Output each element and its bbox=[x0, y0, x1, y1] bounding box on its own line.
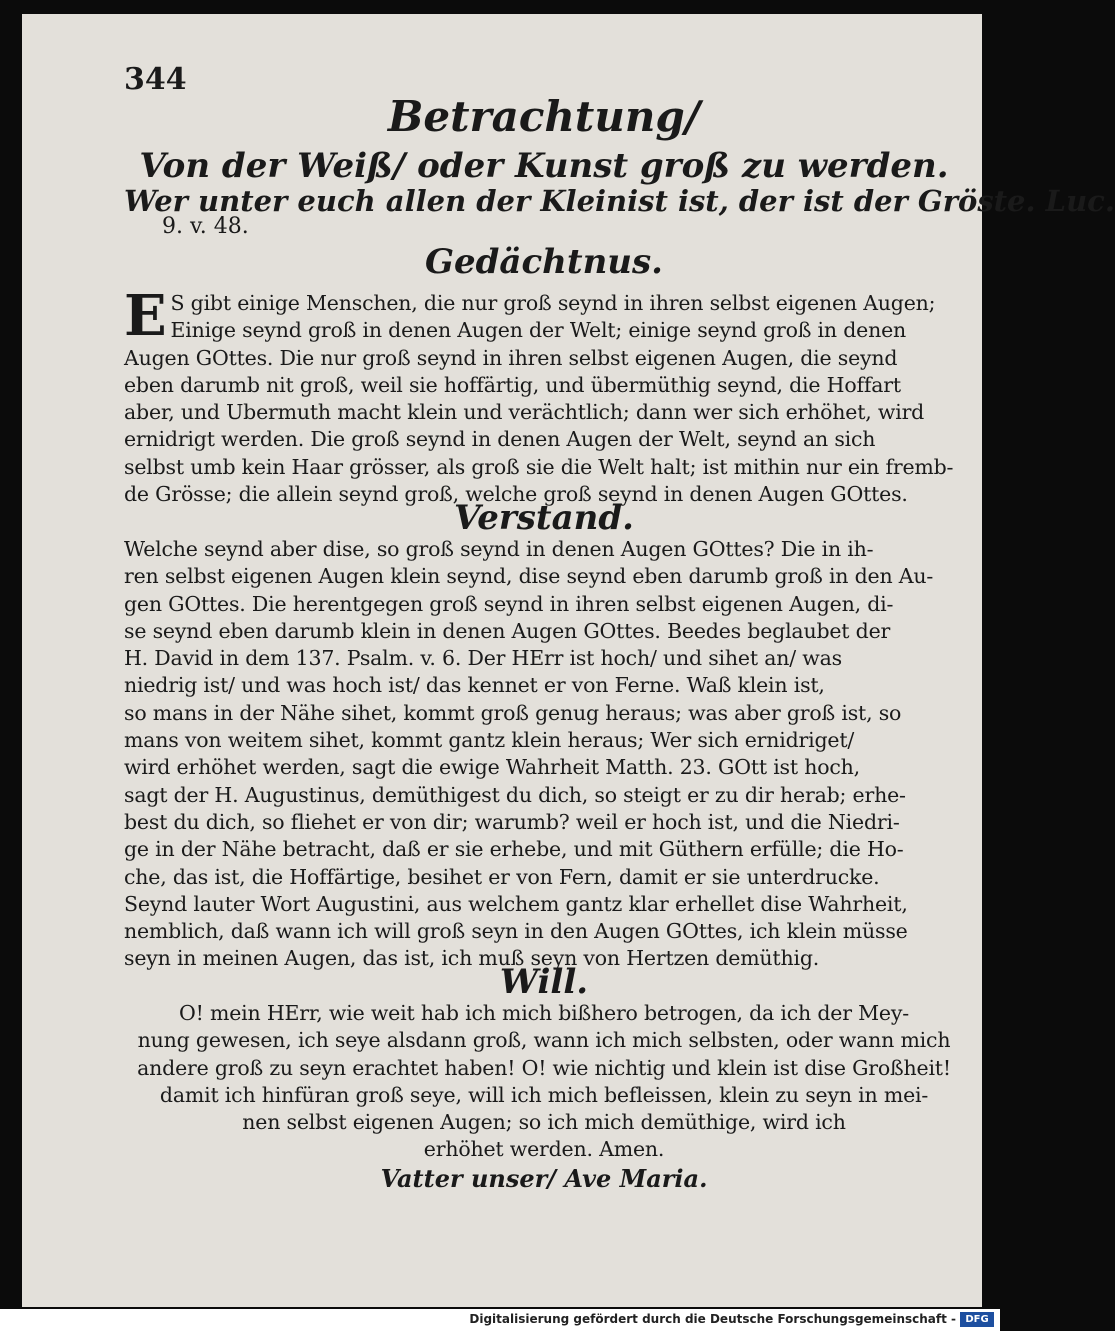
page-title: Betrachtung/ bbox=[387, 92, 701, 141]
text-line: nemblich, daß wann ich will groß seyn in den Augen GOttes, ich klein müsse bbox=[124, 919, 908, 944]
heading-will: Will. bbox=[499, 962, 589, 1002]
closing-prayer: Vatter unser/ Ave Maria. bbox=[380, 1164, 708, 1193]
section-will bbox=[124, 1000, 964, 1164]
text-line: sagt der H. Augustinus, demüthigest du dich, so steigt er zu dir herab; erhe- bbox=[124, 782, 906, 807]
dfg-logo-icon: DFG bbox=[960, 1312, 994, 1327]
text-line: H. David in dem 137. Psalm. v. 6. Der HErr ist hoch/ und sihet an/ was bbox=[124, 646, 842, 671]
text-line: damit ich hinfüran groß seye, will ich mich befleissen, klein zu seyn in mei- bbox=[159, 1082, 929, 1107]
heading-gedaechtnus: Gedächtnus. bbox=[424, 242, 664, 282]
text-line: de Grösse; die allein seynd groß, welche groß seynd in denen Augen GOttes. bbox=[124, 482, 908, 507]
text-line: se seynd eben darumb klein in denen Augen GOttes. Beedes beglaubet der bbox=[124, 618, 891, 643]
text-line: wird erhöhet werden, sagt die ewige Wahrheit Matth. 23. GOtt ist hoch, bbox=[124, 755, 860, 780]
motto-line-2: 9. v. 48. bbox=[162, 214, 249, 239]
text-line: Augen GOttes. Die nur groß seynd in ihren selbst eigenen Augen, die seynd bbox=[124, 345, 898, 370]
section-gedaechtnus bbox=[124, 283, 964, 508]
text-line: nen selbst eigenen Augen; so ich mich demüthige, wird ich bbox=[242, 1110, 846, 1135]
scanned-page bbox=[22, 14, 1115, 1307]
motto-line-1: Wer unter euch allen der Kleinist ist, der ist der Gröste. Luc. bbox=[124, 184, 1115, 218]
text-line: gen GOttes. Die herentgegen groß seynd in ihren selbst eigenen Augen, di- bbox=[124, 591, 894, 616]
text-line: Seynd lauter Wort Augustini, aus welchem gantz klar erhellet dise Wahrheit, bbox=[124, 891, 908, 916]
section-verstand bbox=[124, 536, 964, 973]
drop-cap-initial: E bbox=[124, 283, 167, 349]
funding-credit: Digitalisierung gefördert durch die Deutsche Forschungsgemeinschaft - bbox=[469, 1312, 956, 1326]
text-line: eben darumb nit groß, weil sie hoffärtig, und übermüthig seynd, die Hoffart bbox=[124, 372, 901, 397]
text-line: ge in der Nähe betracht, daß er sie erhebe, und mit Güthern erfülle; die Ho- bbox=[124, 837, 904, 862]
text-line: aber, und Ubermuth macht klein und verächtlich; dann wer sich erhöhet, wird bbox=[124, 400, 925, 425]
text-line: andere groß zu seyn erachtet haben! O! wie nichtig und klein ist dise Großheit! bbox=[137, 1055, 951, 1080]
text-line: che, das ist, die Hoffärtige, besihet er von Fern, damit er sie unterdrucke. bbox=[124, 864, 880, 889]
page-number: 344 bbox=[124, 62, 187, 97]
text-line: niedrig ist/ und was hoch ist/ das kennet er von Ferne. Waß klein ist, bbox=[124, 673, 825, 698]
text-line: Einige seynd groß in denen Augen der Welt; einige seynd groß in denen bbox=[170, 318, 907, 343]
text-line: O! mein HErr, wie weit hab ich mich bißhero betrogen, da ich der Mey- bbox=[179, 1001, 909, 1025]
text-line: erhöhet werden. Amen. bbox=[423, 1137, 665, 1162]
text-line: ren selbst eigenen Augen klein seynd, dise seynd eben darumb groß in den Au- bbox=[124, 564, 934, 589]
text-line: seyn in meinen Augen, das ist, ich muß seyn von Hertzen demüthig. bbox=[124, 946, 820, 971]
text-line: best du dich, so fliehet er von dir; warumb? weil er hoch ist, und die Niedri- bbox=[124, 809, 900, 834]
text-line: S gibt einige Menschen, die nur groß seynd in ihren selbst eigenen Augen; bbox=[170, 291, 936, 315]
text-line: selbst umb kein Haar grösser, als groß sie die Welt halt; ist mithin nur ein fremb- bbox=[124, 454, 954, 479]
text-line: Welche seynd aber dise, so groß seynd in denen Augen GOttes? Die in ih- bbox=[124, 537, 874, 561]
heading-verstand: Verstand. bbox=[453, 498, 634, 538]
text-line: nung gewesen, ich seye alsdann groß, wann ich mich selbsten, oder wann mich bbox=[137, 1028, 951, 1053]
text-line: mans von weitem sihet, kommt gantz klein heraus; Wer sich ernidriget/ bbox=[124, 728, 855, 753]
text-line: ernidrigt werden. Die groß seynd in denen Augen der Welt, seynd an sich bbox=[124, 427, 876, 452]
footer-bar bbox=[0, 1309, 1000, 1331]
text-line: so mans in der Nähe sihet, kommt groß genug heraus; was aber groß ist, so bbox=[124, 700, 902, 725]
page-subtitle: Von der Weiß/ oder Kunst groß zu werden. bbox=[139, 146, 949, 186]
